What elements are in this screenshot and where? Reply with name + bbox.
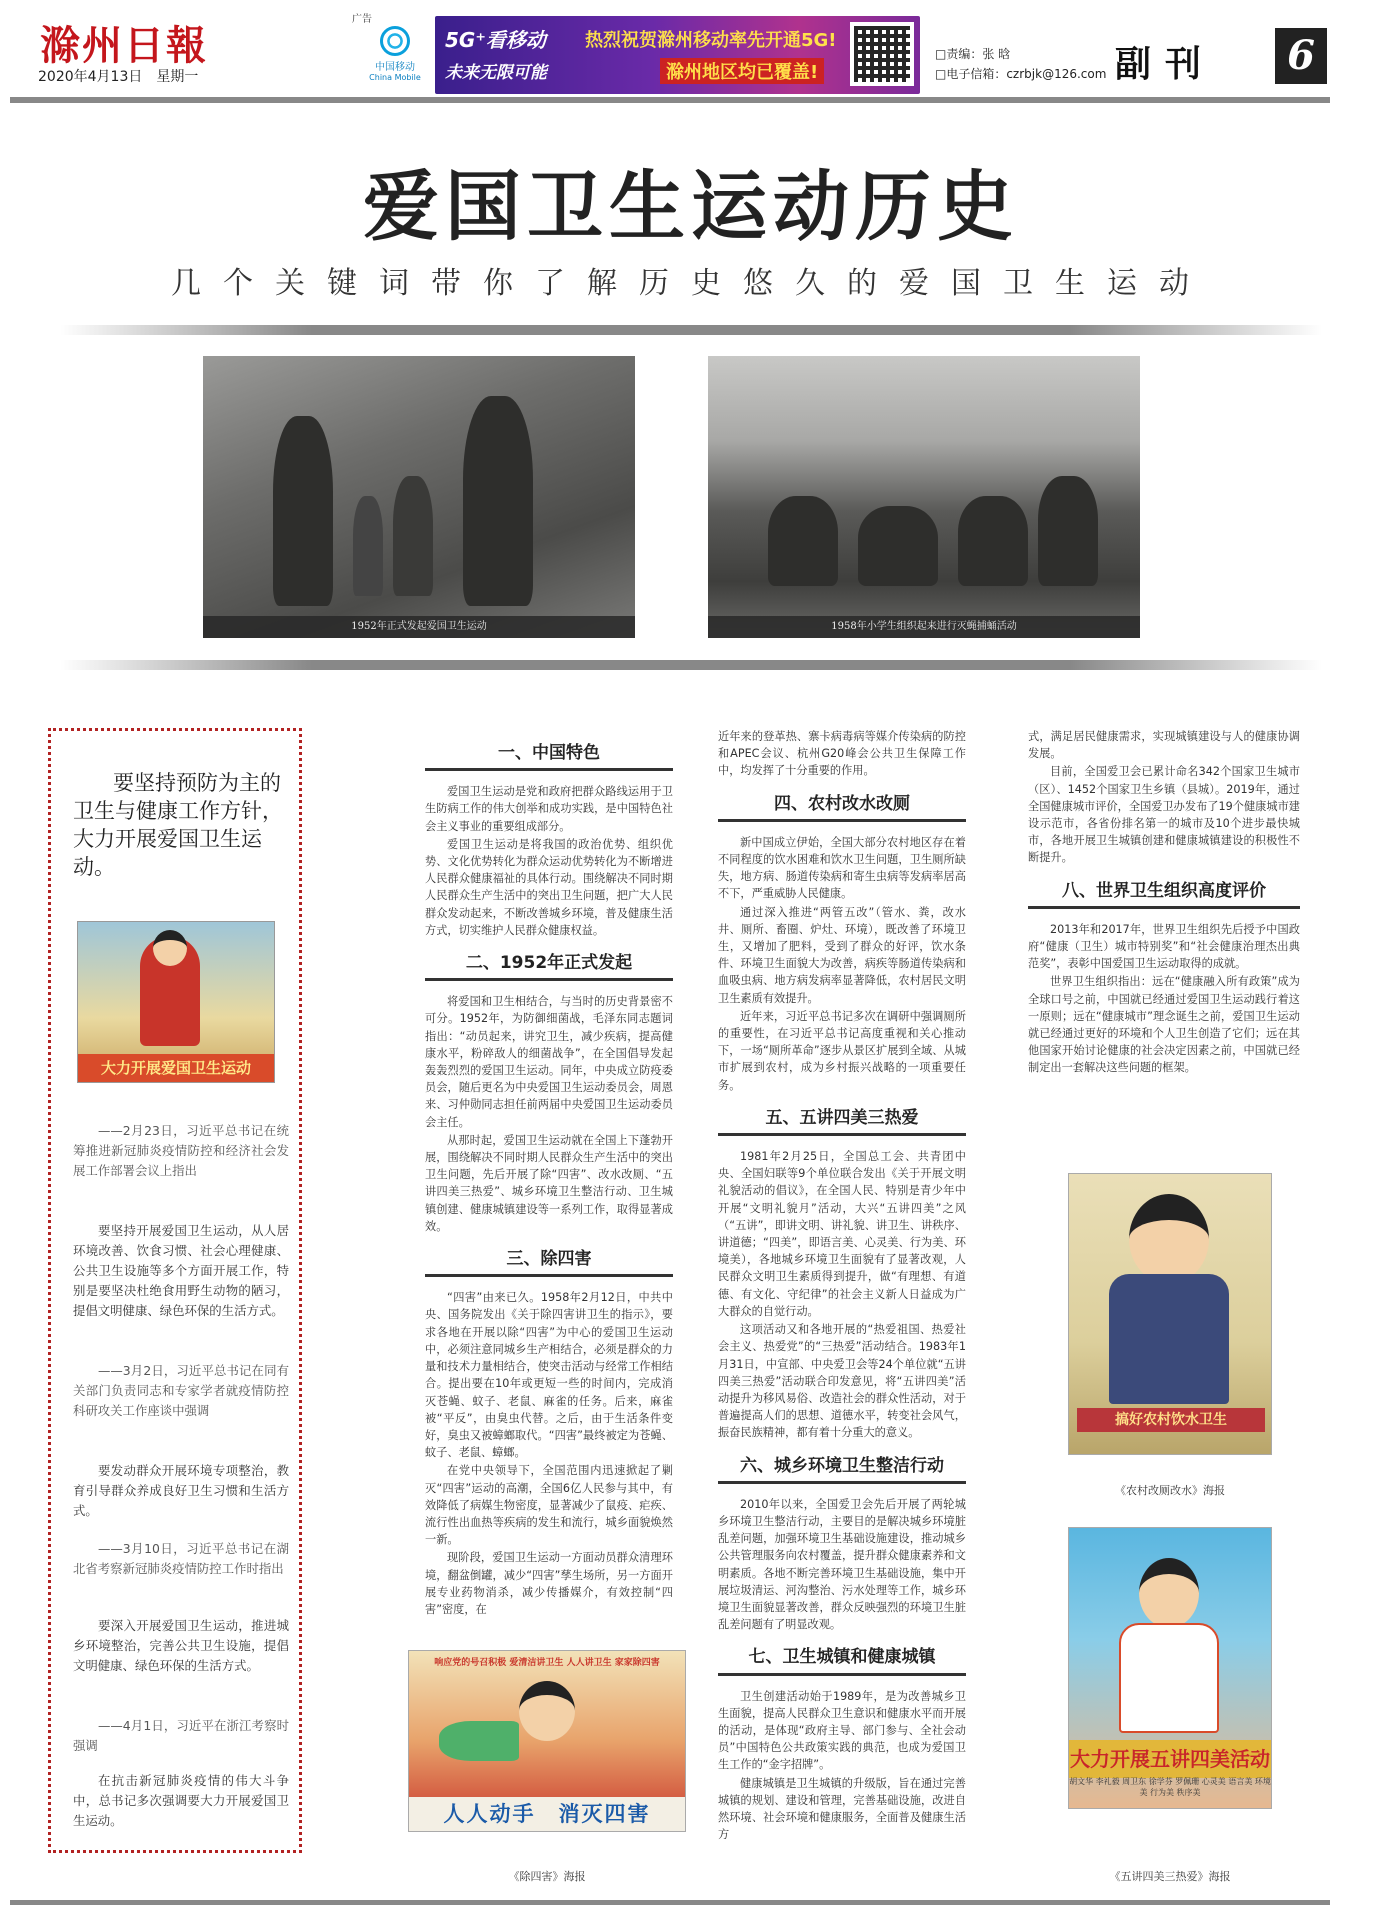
sidebar-quote-2: 要发动群众开展环境专项整治，教育引导群众养成良好卫生习惯和生活方式。 [73,1463,289,1518]
section-2-para-2: 从那时起，爱国卫生运动就在全国上下蓬勃开展，围绕解决不同时期人民群众生产生活中的突出卫生问题，先后开展了除“四害”、改水改厕、“五讲四美三热爱”、城乡环境卫生整洁行动、卫生城镇创建、健康城镇建设等一系列工作，取得显著成效。 [425,1133,673,1233]
photo-caption: 1952年正式发起爱国卫生运动 [203,616,635,638]
photo-1952-campaign [203,356,635,638]
section-2-para-1: 将爱国和卫生相结合，与当时的历史背景密不可分。1952年，为防御细菌战，毛泽东同志题词指出：“动员起来，讲究卫生，减少疾病，提高健康水平，粉碎敌人的细菌战争”，在全国倡导发起轰轰烈烈的爱国卫生运动。同年，中央成立防疫委员会，随后更名为中央爱国卫生运动委员会，周恩来、习仲勋同志担任前两届中央爱国卫生运动委员会主任。 [425,995,673,1129]
ad-slogan: 未来无限可能 [445,63,547,83]
section-6-para-1: 2010年以来，全国爱卫会先后开展了两轮城乡环境卫生整洁行动，主要目的是解决城乡环境脏乱差问题，加强环境卫生基础设施建设，推动城乡公共管理服务向农村覆盖，提升群众健康素养和文明素质。各地不断完善环境卫生基础设施，集中开展垃圾清运、河沟整治、污水处理等工作，城乡环境卫生面貌显著改善，群众反映强烈的环境卫生脏乱差问题有了明显改观。 [718,1497,966,1632]
china-mobile-logo [360,26,430,88]
ad-banner[interactable] [435,16,920,94]
section-7-para-2: 健康城镇是卫生城镇的升级版，旨在通过完善城镇的规划、建设和管理，完善基础设施，改进自然环境、社会环境和健康服务，全面普及健康生活方 [718,1776,966,1842]
poster-wu-jiang-si-mei [1068,1527,1272,1809]
poster-caption: 《除四害》海报 [508,1870,586,1883]
section-heading-8: 八、世界卫生组织高度评价 [1062,880,1266,901]
section-5-para-1: 1981年2月25日，全国总工会、共青团中央、全国妇联等9个单位联合发出《关于开展文明礼貌活动的倡议》，在全国人民、特别是青少年中开展“文明礼貌月”活动，大兴“五讲四美”之风（“五讲”，即讲文明、讲礼貌、讲卫生、讲秩序、讲道德；“四美”，即语言美、心灵美、行为美、环境美），各地城乡环境卫生面貌有了显著改观，人民群众文明卫生素质得到提升，做“有理想、有道德、有文化、守纪律”的社会主义新人日益成为广大群众的自觉行动。 [718,1150,966,1318]
page-title: 爱国卫生运动历史 [363,162,1019,251]
section-heading-6: 六、城乡环境卫生整洁行动 [740,1455,944,1476]
sidebar-source-2: ——3月2日，习近平总书记在同有关部门负责同志和专家学者就疫情防控科研攻关工作座谈中强调 [73,1363,289,1418]
sidebar-quote: 要坚持预防为主的卫生与健康工作方针，大力开展爱国卫生运动。 [73,771,283,879]
sidebar-poster-text: 大力开展爱国卫生运动 [78,1054,274,1082]
section-8-para-1: 2013年和2017年，世界卫生组织先后授予中国政府“健康（卫生）城市特别奖”和“社会健康治理杰出典范奖”，表彰中国爱国卫生运动取得的成就。 [1028,922,1300,971]
section-heading-7: 七、卫生城镇和健康城镇 [748,1647,936,1668]
poster-text: 人人动手 消灭四害 [409,1797,685,1831]
sidebar-poster [77,921,275,1083]
section-heading-2: 二、1952年正式发起 [465,953,633,974]
page-subtitle: 几个关键词带你了解历史悠久的爱国卫生运动 [171,266,1211,301]
section-heading-3: 三、除四害 [506,1249,592,1270]
poster-chu-si-hai [408,1650,686,1832]
article-column-2 [718,728,966,1844]
masthead [0,0,1382,110]
editor-name: □责编：张 晗 [935,47,1011,61]
sidebar-source-3: ——3月10日，习近平总书记在湖北省考察新冠肺炎疫情防控工作时指出 [73,1541,289,1576]
ad-headline-1: 热烈祝贺滁州移动率先开通5G! [585,30,837,51]
section-7-para-3: 目前，全国爱卫会已累计命名342个国家卫生城市（区）、1452个国家卫生乡镇（县城）。2019年，通过全国健康城市评价，全国爱卫办发布了19个健康城市建设示范市，各省份排名第一的城市及10个进步最快城市，各地开展卫生城镇创建和健康城镇建设的积极性不断提升。 [1028,765,1300,865]
section-heading-4: 四、农村改水改厕 [774,793,910,814]
section-3-continued: 近年来的登革热、寨卡病毒病等媒介传染病的防控和APEC会议、杭州G20峰会公共卫生保障工作中，均发挥了十分重要的作用。 [718,730,966,778]
sidebar-quote-4: 在抗击新冠肺炎疫情的伟大斗争中，总书记多次强调要大力开展爱国卫生运动。 [73,1773,289,1828]
section-3-para-2: 在党中央领导下，全国范围内迅速掀起了剿灭“四害”运动的高潮，全国6亿人民参与其中，有效降低了病媒生物密度，显著减少了鼠疫、疟疾、流行性出血热等疾病的发生和流行，城乡面貌焕然一新。 [425,1464,673,1547]
section-heading-5: 五、五讲四美三热爱 [765,1107,919,1128]
section-4-para-2: 通过深入推进“两管五改”（管水、粪，改水井、厕所、畜圈、炉灶、环境），既改善了环境卫生，又增加了肥料，受到了群众的好评，饮水条件、环境卫生面貌大为改善，病疾等肠道传染病和血吸虫病、地方病发病率显著降低，农村居民文明卫生素质有效提升。 [718,905,966,1005]
poster-caption: 《五讲四美三热爱》海报 [1109,1870,1231,1883]
china-mobile-logo-icon [380,26,410,56]
section-7-para-1: 卫生创建活动始于1989年，是为改善城乡卫生面貌，提高人民群众卫生意识和健康水平而开展的活动，是体现“政府主导、部门参与、全社会动员”中国特色公共政策实践的典范，也成为爱国卫生工作的“金字招牌”。 [718,1689,966,1772]
sidebar-source-4: ——4月1日，习近平在浙江考察时强调 [73,1718,289,1753]
photo-divider [60,660,1322,670]
editor-email: □电子信箱：czrbjk@126.com [935,67,1107,81]
section-3-para-1: “四害”由来已久。1958年2月12日，中共中央、国务院发出《关于除四害讲卫生的指示》，要求各地在开展以除“四害”为中心的爱国卫生运动中，必须注意同城乡生产相结合，必须是群众的力量和技术力量相结合，使突击活动与经常工作相结合。提出要在10年或更短一些的时间内，完成消灭苍蝇、蚊子、老鼠、麻雀的任务。后来，麻雀被“平反”，由臭虫代替。之后，由于生活条件变好，臭虫又被蟑螂取代。“四害”最终被定为苍蝇、蚊子、老鼠、蟑螂。 [425,1291,673,1460]
section-7-continued: 式，满足居民健康需求，实现城镇建设与人的健康协调发展。 [1028,730,1300,761]
section-8-para-2: 世界卫生组织指出：远在“健康融入所有政策”成为全球口号之前，中国就已经通过爱国卫生运动践行着这一原则；远在“健康城市”理念诞生之前，爱国卫生运动就已经通过更好的环境和个人卫生创造了它们；远在其他国家开始讨论健康的社会决定因素之前，中国就已经制定出一套解决这些问题的框架。 [1028,975,1300,1075]
header-divider [10,97,1330,103]
section-4-para-1: 新中国成立伊始，全国大部分农村地区存在着不同程度的饮水困难和饮水卫生问题，卫生厕所缺失，地方病、肠道传染病和寄生虫病等发病率居高不下，严重威胁人民健康。 [718,835,966,901]
poster-text: 大力开展五讲四美活动 [1069,1740,1271,1778]
ad-headline-2: 滁州地区均已覆盖! [660,58,824,84]
poster-text: 搞好农村饮水卫生 [1077,1408,1265,1432]
section-name: 副刊 [1115,43,1216,85]
ad-logo-cn: 中国移动 [375,62,415,73]
footer-divider [10,1900,1330,1905]
poster-names: 胡文华 李礼毅 周卫东 徐学芬 罗佩珊 心灵美 语言美 环境美 行为美 秩序美 [1069,1777,1271,1797]
section-3-para-3: 现阶段，爱国卫生运动一方面动员群众清理环境，翻盆倒罐，减少“四害”孳生场所，另一方面开展专业药物消杀，减少传播媒介，有效控制“四害”密度，在 [425,1551,673,1616]
poster-top-text: 响应党的号召积极 爱清洁讲卫生 人人讲卫生 家家除四害 [434,1658,660,1668]
section-heading-1: 一、中国特色 [498,743,600,763]
section-4-para-3: 近年来，习近平总书记多次在调研中强调厕所的重要性，在习近平总书记高度重视和关心推动下，一场“厕所革命”逐步从景区扩展到全域、从城市扩展到农村，成为乡村振兴战略的一项重要任务。 [718,1009,966,1092]
article-column-3 [1028,728,1300,1078]
title-divider [60,325,1322,335]
photo-caption: 1958年小学生组织起来进行灭蝇捕蛹活动 [708,616,1140,638]
paper-date: 2020年4月13日 星期一 [38,69,199,85]
section-1-para-1: 爱国卫生运动是党和政府把群众路线运用于卫生防病工作的伟大创举和成功实践，是中国特色社会主义事业的重要组成部分。 [425,785,673,833]
qr-code-icon [850,22,914,86]
page-number: 6 [1275,28,1327,84]
section-1-para-2: 爱国卫生运动是将我国的政治优势、组织优势、文化优势转化为群众运动优势转化为不断增进人民群众健康福祉的具体行动。围绕解决不同时期人民群众生产生活中的突出卫生问题，把广大人民群众发动起来，不断改善城乡环境，普及健康生活方式，切实维护人民群众健康权益。 [425,837,673,937]
poster-caption: 《农村改厕改水》海报 [1115,1484,1225,1497]
quote-sidebar [48,728,302,1853]
section-5-para-2: 这项活动又和各地开展的“热爱祖国、热爱社会主义、热爱党”的“三热爱”活动结合。1983年1月31日，中宣部、中央爱卫会等24个单位就“五讲四美三热爱”活动联合印发意见，将“五讲四美”活动提升为移风易俗、改造社会的群众性活动，对于普遍提高人们的思想、道德水平，转变社会风气，振奋民族精神，都有着十分重大的意义。 [718,1323,966,1440]
sidebar-quote-1: 要坚持开展爱国卫生运动，从人居环境改善、饮食习惯、社会心理健康、公共卫生设施等多个方面开展工作，特别是要坚决杜绝食用野生动物的陋习，提倡文明健康、绿色环保的生活方式。 [73,1223,289,1318]
ad-logo-en: China Mobile [369,73,421,82]
photo-1958-students [708,356,1140,638]
ad-tag: 广告 [352,14,372,25]
sidebar-quote-3: 要深入开展爱国卫生运动，推进城乡环境整治，完善公共卫生设施，提倡文明健康、绿色环保的生活方式。 [73,1618,289,1673]
editor-info [935,44,1106,84]
sidebar-source-1: ——2月23日，习近平总书记在统筹推进新冠肺炎疫情防控和经济社会发展工作部署会议上指出 [73,1123,289,1178]
paper-name: 滁州日報 [40,22,208,69]
ad-5g-text: 5G⁺看移动 [445,28,546,52]
poster-rural-water [1068,1173,1272,1455]
article-column-1 [425,745,673,1619]
